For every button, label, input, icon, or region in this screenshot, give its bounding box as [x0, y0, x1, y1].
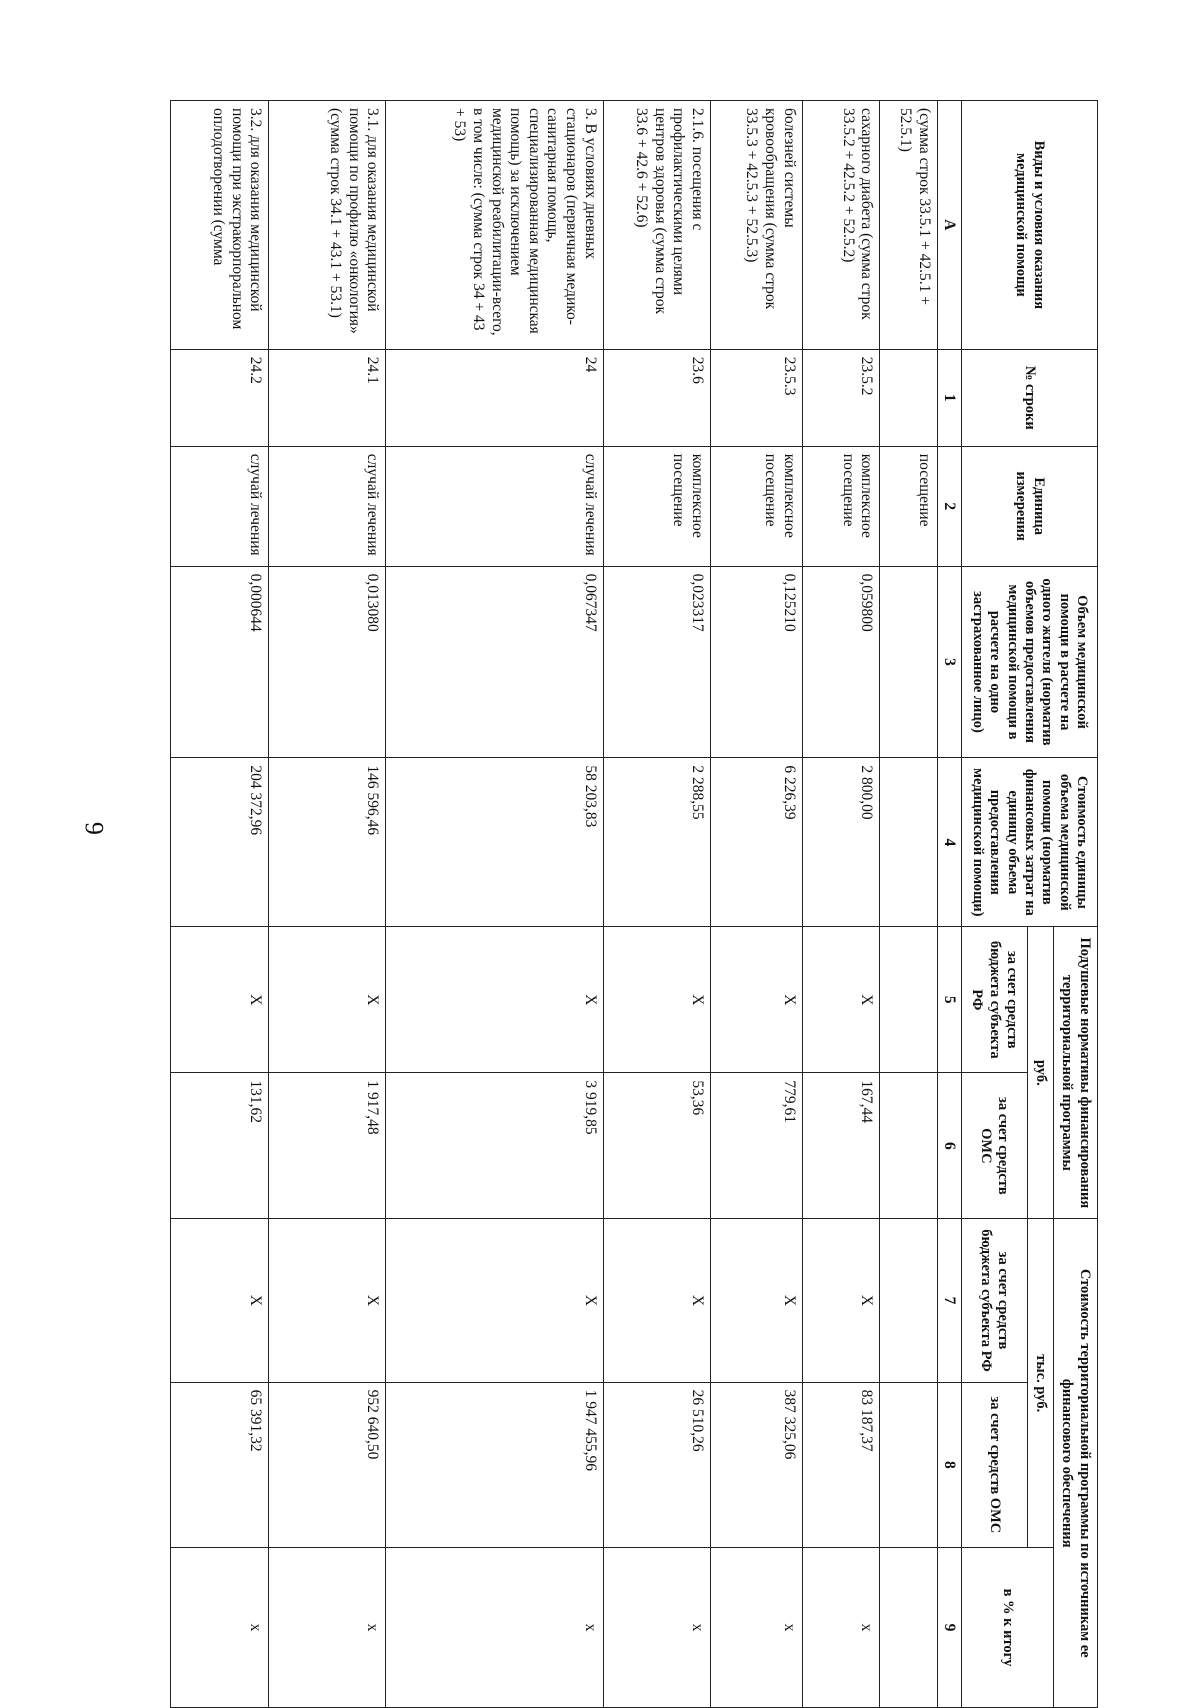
table-row	[880, 101, 937, 1708]
cell-volume: 0,023317	[603, 566, 711, 758]
cell-cost-budget: Х	[386, 1219, 603, 1382]
cell-pc-budget: Х	[603, 927, 711, 1073]
cell-percent: х	[711, 1548, 803, 1708]
cell-volume: 0,059800	[802, 566, 880, 758]
cell-row-no: 24.1	[269, 349, 386, 446]
cell-cost-budget: Х	[711, 1219, 803, 1382]
table-row	[711, 101, 803, 1708]
cell-pc-oms: 53,36	[603, 1073, 711, 1219]
cell-unit: случай лечения	[386, 446, 603, 566]
rotated-sheet	[170, 100, 1098, 1708]
cell-pc-budget	[880, 927, 937, 1073]
header-pc-oms: за счет средств ОМС	[961, 1073, 1027, 1219]
cell-pc-oms: 167,44	[802, 1073, 880, 1219]
cell-volume: 0,067347	[386, 566, 603, 758]
header-cost-oms: за счет средств ОМС	[961, 1382, 1027, 1547]
cell-row-no: 23.6	[603, 349, 711, 446]
cell-cost-budget: Х	[802, 1219, 880, 1382]
cell-percent: х	[171, 1548, 269, 1708]
cell-kind: 3.1. для оказания медицинской помощи по профилю «онкология» (сумма строк 34.1 + 43.1 + 53.1)	[269, 101, 386, 350]
cell-cost-budget: Х	[171, 1219, 269, 1382]
colnum-3: 3	[937, 566, 961, 758]
cell-pc-oms: 3 919,85	[386, 1073, 603, 1219]
cell-cost-budget: Х	[603, 1219, 711, 1382]
cell-kind: 2.1.6. посещения с профилактическими целями центров здоровья (сумма строк 33.6 + 42.6 + 52.6)	[603, 101, 711, 350]
cell-kind: болезней системы кровообращения (сумма строк 33.5.3 + 42.5.3 + 52.5.3)	[711, 101, 803, 350]
header-unit: Единица измерения	[961, 446, 1097, 566]
cell-row-no	[880, 349, 937, 446]
colnum-8: 8	[937, 1382, 961, 1547]
colnum-1: 1	[937, 349, 961, 446]
cell-row-no: 23.5.2	[802, 349, 880, 446]
header-program-cost: Стоимость территориальной программы по источникам ее финансового обеспечения	[1054, 1219, 1098, 1708]
cell-cost-budget	[880, 1219, 937, 1382]
cell-pc-budget: Х	[386, 927, 603, 1073]
cell-cost-oms	[880, 1382, 937, 1547]
cell-unit: случай лечения	[171, 446, 269, 566]
cell-cost-oms: 387 325,06	[711, 1382, 803, 1547]
cell-percent	[880, 1548, 937, 1708]
cell-cost-oms: 1 947 455,96	[386, 1382, 603, 1547]
cell-pc-budget: Х	[711, 927, 803, 1073]
cell-pc-oms: 131,62	[171, 1073, 269, 1219]
cell-unit: посещение	[880, 446, 937, 566]
cell-kind: сахарного диабета (сумма строк 33.5.2 + 42.5.2 + 52.5.2)	[802, 101, 880, 350]
medical-care-table	[170, 100, 1098, 1708]
cell-percent: х	[802, 1548, 880, 1708]
cell-volume: 0,013080	[269, 566, 386, 758]
cell-volume	[880, 566, 937, 758]
header-per-capita: Подушевые нормативы финансирования территориальной программы	[1054, 927, 1098, 1219]
cell-kind: (сумма строк 33.5.1 + 42.5.1 + 52.5.1)	[880, 101, 937, 350]
table-row	[171, 101, 269, 1708]
cell-cost: 146 596,46	[269, 758, 386, 927]
header-cost-unit: Стоимость единицы объема медицинской помощи (норматив финансовых затрат на единицу объема предоставления медицинской помощи)	[961, 758, 1097, 927]
colnum-9: 9	[937, 1548, 961, 1708]
cell-pc-budget: Х	[269, 927, 386, 1073]
cell-cost: 6 226,39	[711, 758, 803, 927]
header-percent: в % к итогу	[961, 1548, 1053, 1708]
cell-unit: комплексное посещение	[802, 446, 880, 566]
cell-pc-budget: Х	[171, 927, 269, 1073]
cell-kind: 3.2. для оказания медицинской помощи при экстракорпоральном оплодотворении (сумма	[171, 101, 269, 350]
colnum-4: 4	[937, 758, 961, 927]
header-pc-budget: за счет средств бюджета субъекта РФ	[961, 927, 1027, 1073]
cell-pc-oms: 1 917,48	[269, 1073, 386, 1219]
cell-cost: 2 800,00	[802, 758, 880, 927]
header-cost-budget: за счет средств бюджета субъекта РФ	[961, 1219, 1027, 1382]
cell-cost-oms: 65 391,32	[171, 1382, 269, 1547]
header-volume: Объем медицинской помощи в расчете на одного жителя (норматив объемов предоставления медицинской помощи в расчете на одно застрахованное лицо)	[961, 566, 1097, 758]
table-row	[269, 101, 386, 1708]
colnum-6: 6	[937, 1073, 961, 1219]
cell-unit: случай лечения	[269, 446, 386, 566]
cell-row-no: 23.5.3	[711, 349, 803, 446]
cell-percent: х	[269, 1548, 386, 1708]
colnum-7: 7	[937, 1219, 961, 1382]
cell-kind: 3. В условиях дневных стационаров (первичная медико-санитарная помощь, специализированная медицинская помощь) за исключением медицинской реабилитации-всего, в том числе: (сумма строк 34 + 43 + 53)	[386, 101, 603, 350]
colnum-5: 5	[937, 927, 961, 1073]
table-row	[802, 101, 880, 1708]
table-row	[603, 101, 711, 1708]
cell-volume: 0,125210	[711, 566, 803, 758]
header-row-no: № строки	[961, 349, 1097, 446]
cell-unit: комплексное посещение	[711, 446, 803, 566]
cell-percent: х	[386, 1548, 603, 1708]
cell-cost: 58 203,83	[386, 758, 603, 927]
cell-cost-oms: 26 510,26	[603, 1382, 711, 1547]
cell-unit: комплексное посещение	[603, 446, 711, 566]
cell-cost-oms: 952 640,50	[269, 1382, 386, 1547]
cell-cost: 2 288,55	[603, 758, 711, 927]
page-number: 6	[80, 822, 109, 835]
cell-row-no: 24.2	[171, 349, 269, 446]
header-thousand-rub: тыс. руб.	[1027, 1219, 1053, 1548]
colnum-a: А	[937, 101, 961, 350]
table-row	[386, 101, 603, 1708]
cell-pc-budget: Х	[802, 927, 880, 1073]
cell-cost-oms: 83 187,37	[802, 1382, 880, 1547]
cell-row-no: 24	[386, 349, 603, 446]
cell-pc-oms: 779,61	[711, 1073, 803, 1219]
column-number-row	[937, 101, 961, 1708]
cell-percent: х	[603, 1548, 711, 1708]
cell-volume: 0,000644	[171, 566, 269, 758]
cell-pc-oms	[880, 1073, 937, 1219]
colnum-2: 2	[937, 446, 961, 566]
header-rub: руб.	[1027, 927, 1053, 1219]
cell-cost	[880, 758, 937, 927]
cell-cost: 204 372,96	[171, 758, 269, 927]
header-kind: Виды и условия оказания медицинской помощи	[961, 101, 1097, 350]
cell-cost-budget: Х	[269, 1219, 386, 1382]
